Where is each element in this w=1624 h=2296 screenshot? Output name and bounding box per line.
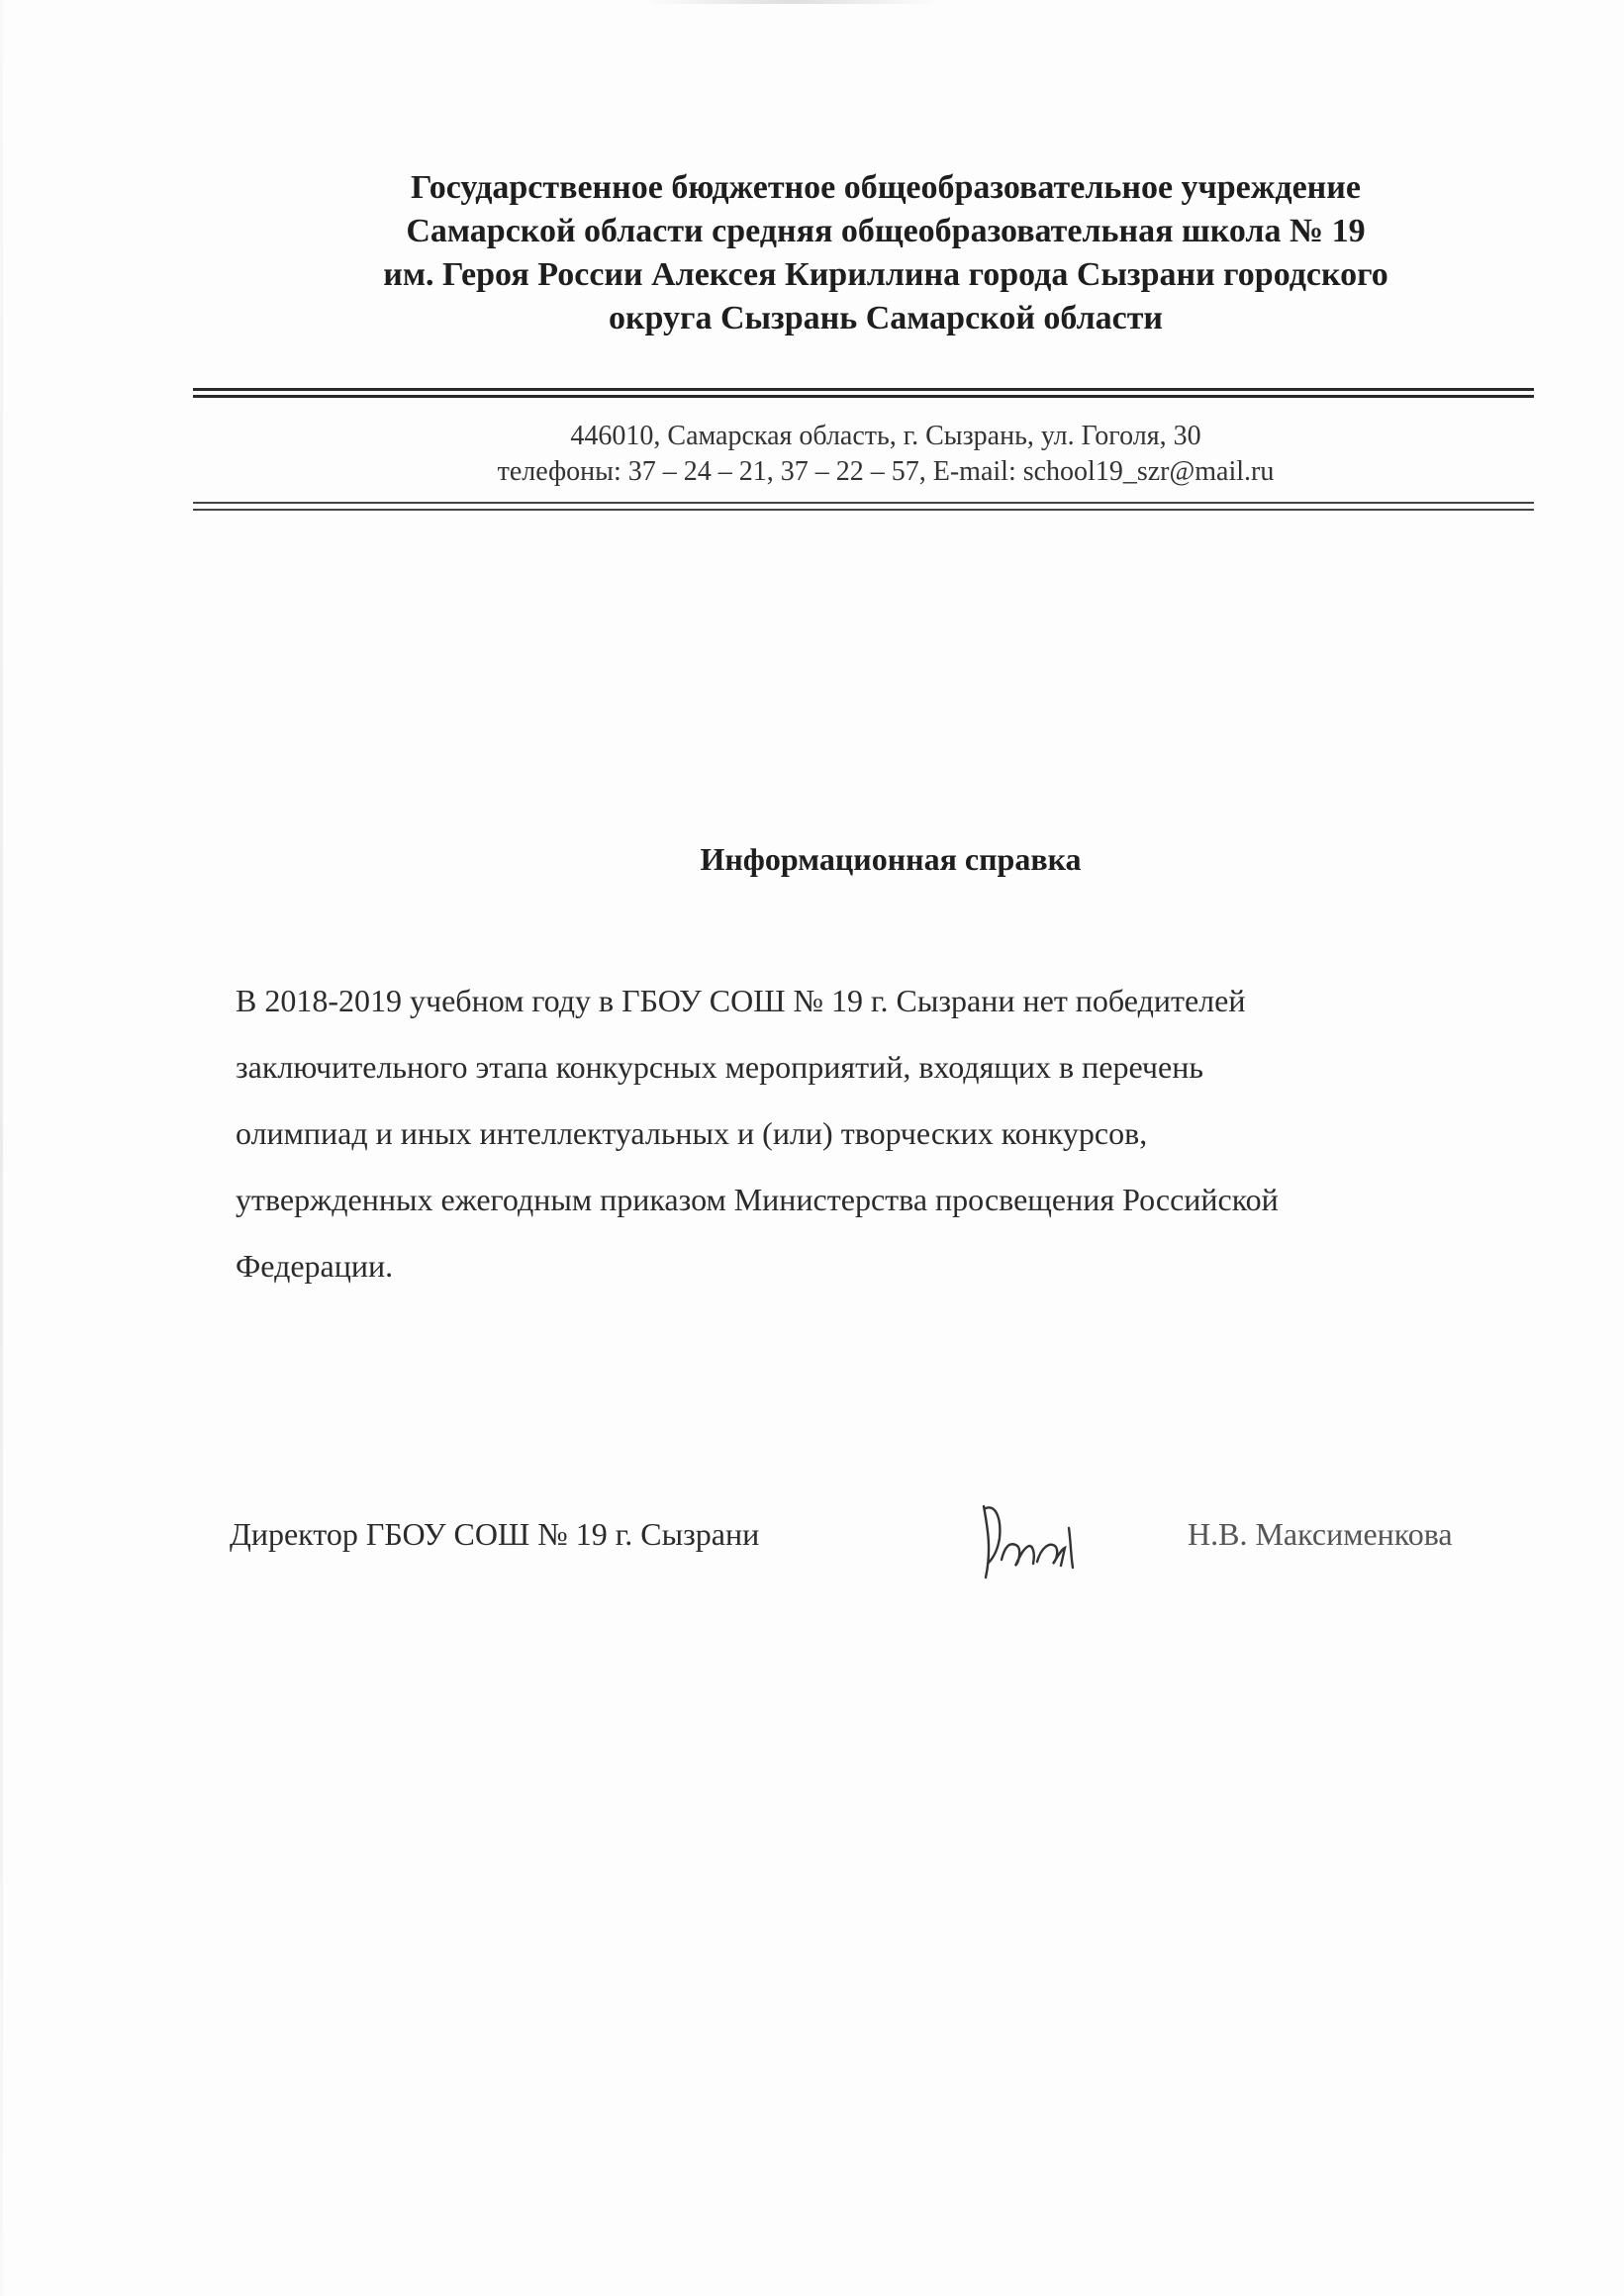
header-line-3: им. Героя России Алексея Кириллина города Сызрани городского: [383, 256, 1388, 293]
scan-shadow-left: [0, 0, 3, 2296]
header-line-4: округа Сызрань Самарской области: [608, 300, 1164, 336]
handwritten-signature-icon: [962, 1488, 1100, 1587]
signatory-position: Директор ГБОУ СОШ № 19 г. Сызрани: [230, 1516, 760, 1552]
header-divider-bottom: [193, 502, 1534, 511]
header-line-1: Государственное бюджетное общеобразовательное учреждение: [411, 169, 1361, 206]
phones-email-line: телефоны: 37 – 24 – 21, 37 – 22 – 57, E-mail: school19_szr@mail.ru: [497, 456, 1275, 487]
body-line-1: В 2018-2019 учебном году в ГБОУ СОШ № 19 г. Сызрани нет победителей: [236, 983, 1246, 1018]
document-body: [236, 968, 1522, 1299]
contacts-block: [267, 419, 1504, 490]
organization-header: [267, 166, 1504, 340]
body-line-5: Федерации.: [236, 1248, 394, 1284]
signatory-name: Н.В. Максименкова: [1188, 1516, 1453, 1552]
signature-row: [230, 1496, 1546, 1585]
address-line: 446010, Самарская область, г. Сызрань, ул. Гоголя, 30: [570, 421, 1201, 451]
body-line-2: заключительного этапа конкурсных мероприятий, входящих в перечень: [236, 1049, 1203, 1085]
body-line-3: олимпиад и иных интеллектуальных и (или) творческих конкурсов,: [236, 1115, 1148, 1151]
header-divider-top: [193, 388, 1534, 398]
document-title: Информационная справка: [700, 841, 1082, 877]
header-line-2: Самарской области средняя общеобразовательная школа № 19: [406, 213, 1366, 249]
scan-shadow-top: [643, 0, 940, 4]
body-line-4: утвержденных ежегодным приказом Министерства просвещения Российской: [236, 1182, 1279, 1217]
